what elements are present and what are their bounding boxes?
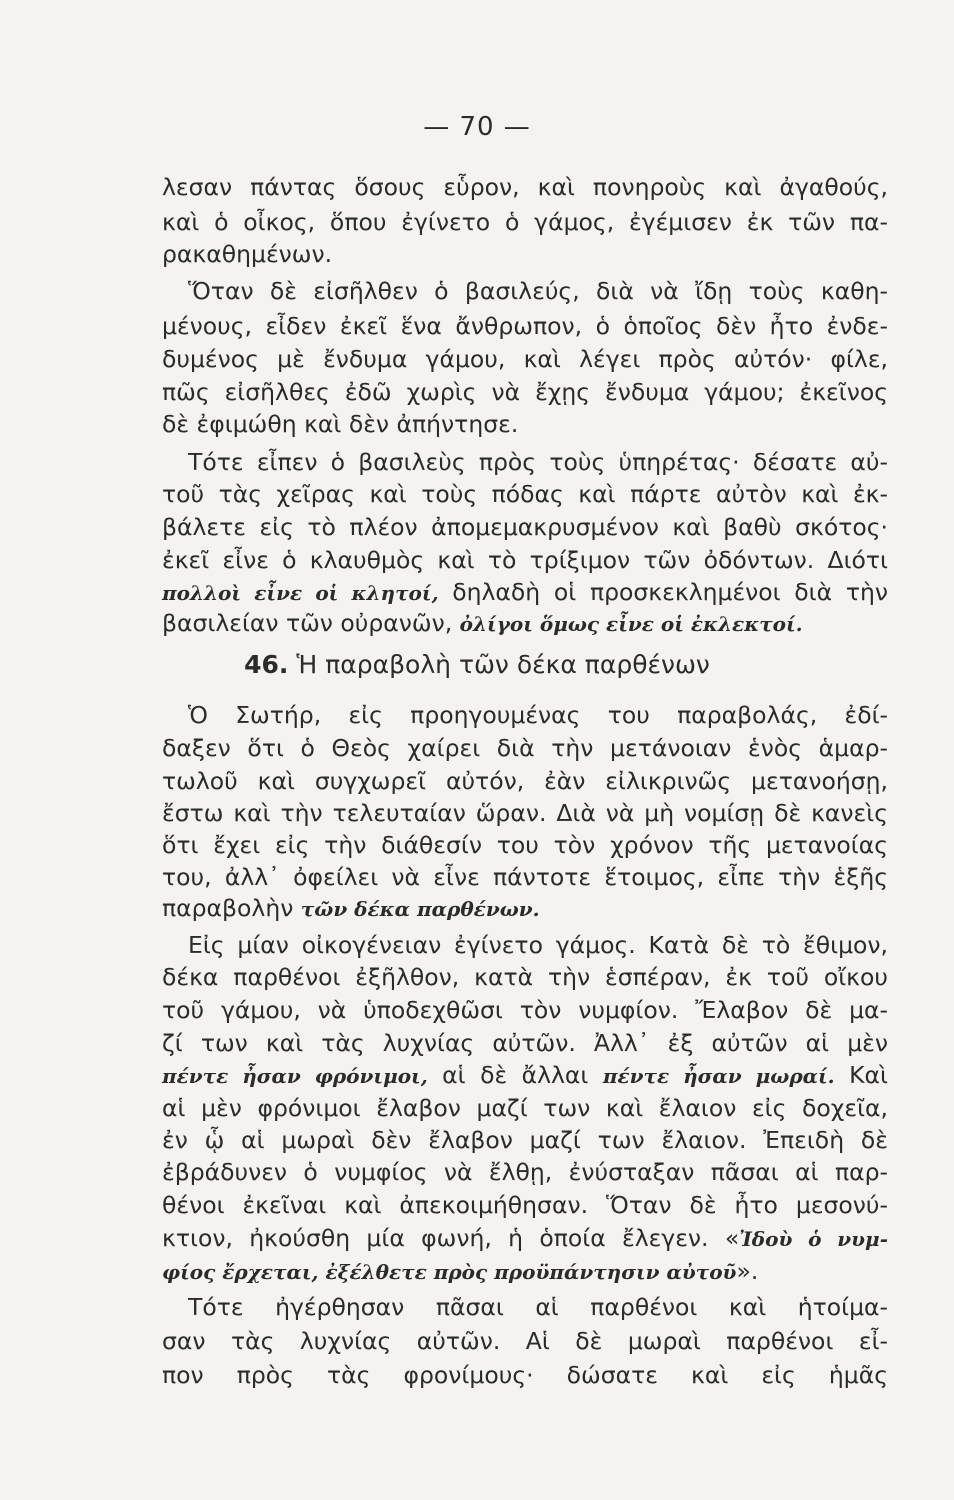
text-span: κτιον, ἠκούσθη μία φωνή, ἡ ὁποία ἔλεγεν. « [162,1224,740,1252]
text-line: βάλετε εἰς τὸ πλέον ἀπομεμακρυσμένον καὶ βαθὺ σκότος· [162,513,888,541]
text-line [162,1256,888,1287]
text-line: πον πρὸς τὰς φρονίμους· δώσατε καὶ εἰς ἡμᾶς [162,1361,888,1389]
text-line: λεσαν πάντας ὅσους εὗρον, καὶ πονηροὺς καὶ ἀγαθούς, [162,173,888,201]
text-span: βασιλείαν τῶν οὐρανῶν, [162,609,460,637]
text-span: Καὶ [834,1061,888,1089]
text-line: δέκα παρθένοι ἐξῆλθον, κατὰ τὴν ἑσπέραν, ἐκ τοῦ οἴκου [162,963,888,991]
emphasis-text: τῶν δέκα παρθένων. [300,897,540,921]
text-line: ἐν ᾧ αἱ μωραὶ δὲν ἔλαβον μαζί των ἔλαιον. Ἐπειδὴ δὲ [162,1126,888,1154]
text-line: ὅτι ἔχει εἰς τὴν διάθεσίν του τὸν χρόνον τῆς μετανοίας [162,831,888,859]
text-line [162,893,888,924]
text-line: σαν τὰς λυχνίας αὐτῶν. Αἱ δὲ μωραὶ παρθένοι εἶ- [162,1327,888,1355]
text-line: αἱ μὲν φρόνιμοι ἔλαβον μαζί των καὶ ἔλαιον εἰς δοχεῖα, [162,1094,888,1122]
text-line: ἐβράδυνεν ὁ νυμφίος νὰ ἔλθῃ, ἐνύσταξαν πᾶσαι αἱ παρ- [162,1158,888,1186]
text-span: παραβολὴν [162,894,301,922]
text-line: Ὅταν δὲ εἰσῆλθεν ὁ βασιλεύς, διὰ νὰ ἴδῃ τοὺς καθη- [188,277,888,305]
emphasis-text: πέντε ἦσαν φρόνιμοι, [162,1064,428,1088]
text-line: ζί των καὶ τὰς λυχνίας αὐτῶν. Ἀλλ᾽ ἐξ αὐτῶν αἱ μὲν [162,1029,888,1057]
text-line: Τότε ἠγέρθησαν πᾶσαι αἱ παρθένοι καὶ ἡτοίμα- [188,1293,888,1321]
text-line [162,577,888,608]
emphasis-text: πέντε ἦσαν μωραί. [602,1064,835,1088]
text-span: ». [736,1257,759,1285]
text-line: δυμένος μὲ ἔνδυμα γάμου, καὶ λέγει πρὸς αὐτόν· φίλε, [162,345,888,373]
text-line: δαξεν ὅτι ὁ Θεὸς χαίρει διὰ τὴν μετάνοιαν ἑνὸς ἁμαρ- [162,734,888,762]
emphasis-text: πολλοὶ εἶνε οἱ κλητοί, [162,581,439,605]
text-line: τοῦ τὰς χεῖρας καὶ τοὺς πόδας καὶ πάρτε αὐτὸν καὶ ἐκ- [162,480,888,508]
emphasis-text: φίος ἔρχεται, ἐξέλθετε πρὸς προϋπάντησιν αὐτοῦ [162,1260,737,1284]
emphasis-text: Ἰδοὺ ὁ νυμ- [739,1227,888,1251]
text-line: ἐκεῖ εἶνε ὁ κλαυθμὸς καὶ τὸ τρίξιμον τῶν ὀδόντων. Διότι [162,546,888,574]
section-title: Ἡ παραβολὴ τῶν δέκα παρθένων [296,650,710,679]
section-number: 46. [244,650,289,679]
text-line: ἔστω καὶ τὴν τελευταίαν ὥραν. Διὰ νὰ μὴ νομίσῃ δὲ κανεὶς [162,799,888,827]
text-line: μένους, εἶδεν ἐκεῖ ἕνα ἄνθρωπον, ὁ ὁποῖος δὲν ἦτο ἐνδε- [162,312,888,340]
text-line: δὲ ἐφιμώθη καὶ δὲν ἀπήντησε. [162,410,519,438]
emphasis-text: ὀλίγοι ὅμως εἶνε οἱ ἐκλεκτοί. [459,612,803,636]
text-line [162,608,888,639]
text-line [162,1060,888,1091]
text-line: Τότε εἶπεν ὁ βασιλεὺς πρὸς τοὺς ὑπηρέτας· δέσατε αὐ- [188,448,888,476]
text-span: αἱ δὲ ἄλλαι [427,1061,603,1089]
text-line: Εἰς μίαν οἰκογένειαν ἐγίνετο γάμος. Κατὰ δὲ τὸ ἔθιμον, [188,931,888,959]
text-line: Ὁ Σωτήρ, εἰς προηγουμένας του παραβολάς, ἐδί- [188,701,888,729]
text-line: ρακαθημένων. [162,240,333,268]
text-line [162,1223,888,1254]
text-span: δηλαδὴ οἱ προσκεκλημένοι διὰ τὴν [438,578,889,606]
text-line: θένοι ἐκεῖναι καὶ ἀπεκοιμήθησαν. Ὅταν δὲ ἦτο μεσονύ- [162,1191,888,1219]
page-number: — 70 — [423,112,531,142]
text-line: πῶς εἰσῆλθες ἐδῶ χωρὶς νὰ ἔχῃς ἔνδυμα γάμου; ἐκεῖνος [162,378,888,406]
text-line: τωλοῦ καὶ συγχωρεῖ αὐτόν, ἐὰν εἰλικρινῶς μετανοήσῃ, [162,767,888,795]
section-heading [0,650,954,679]
text-line: του, ἀλλ᾽ ὀφείλει νὰ εἶνε πάντοτε ἕτοιμος, εἶπε τὴν ἑξῆς [162,863,888,891]
text-line: τοῦ γάμου, νὰ ὑποδεχθῶσι τὸν νυμφίον. Ἔλαβον δὲ μα- [162,996,888,1024]
text-line: καὶ ὁ οἶκος, ὅπου ἐγίνετο ὁ γάμος, ἐγέμισεν ἐκ τῶν πα- [162,208,888,236]
